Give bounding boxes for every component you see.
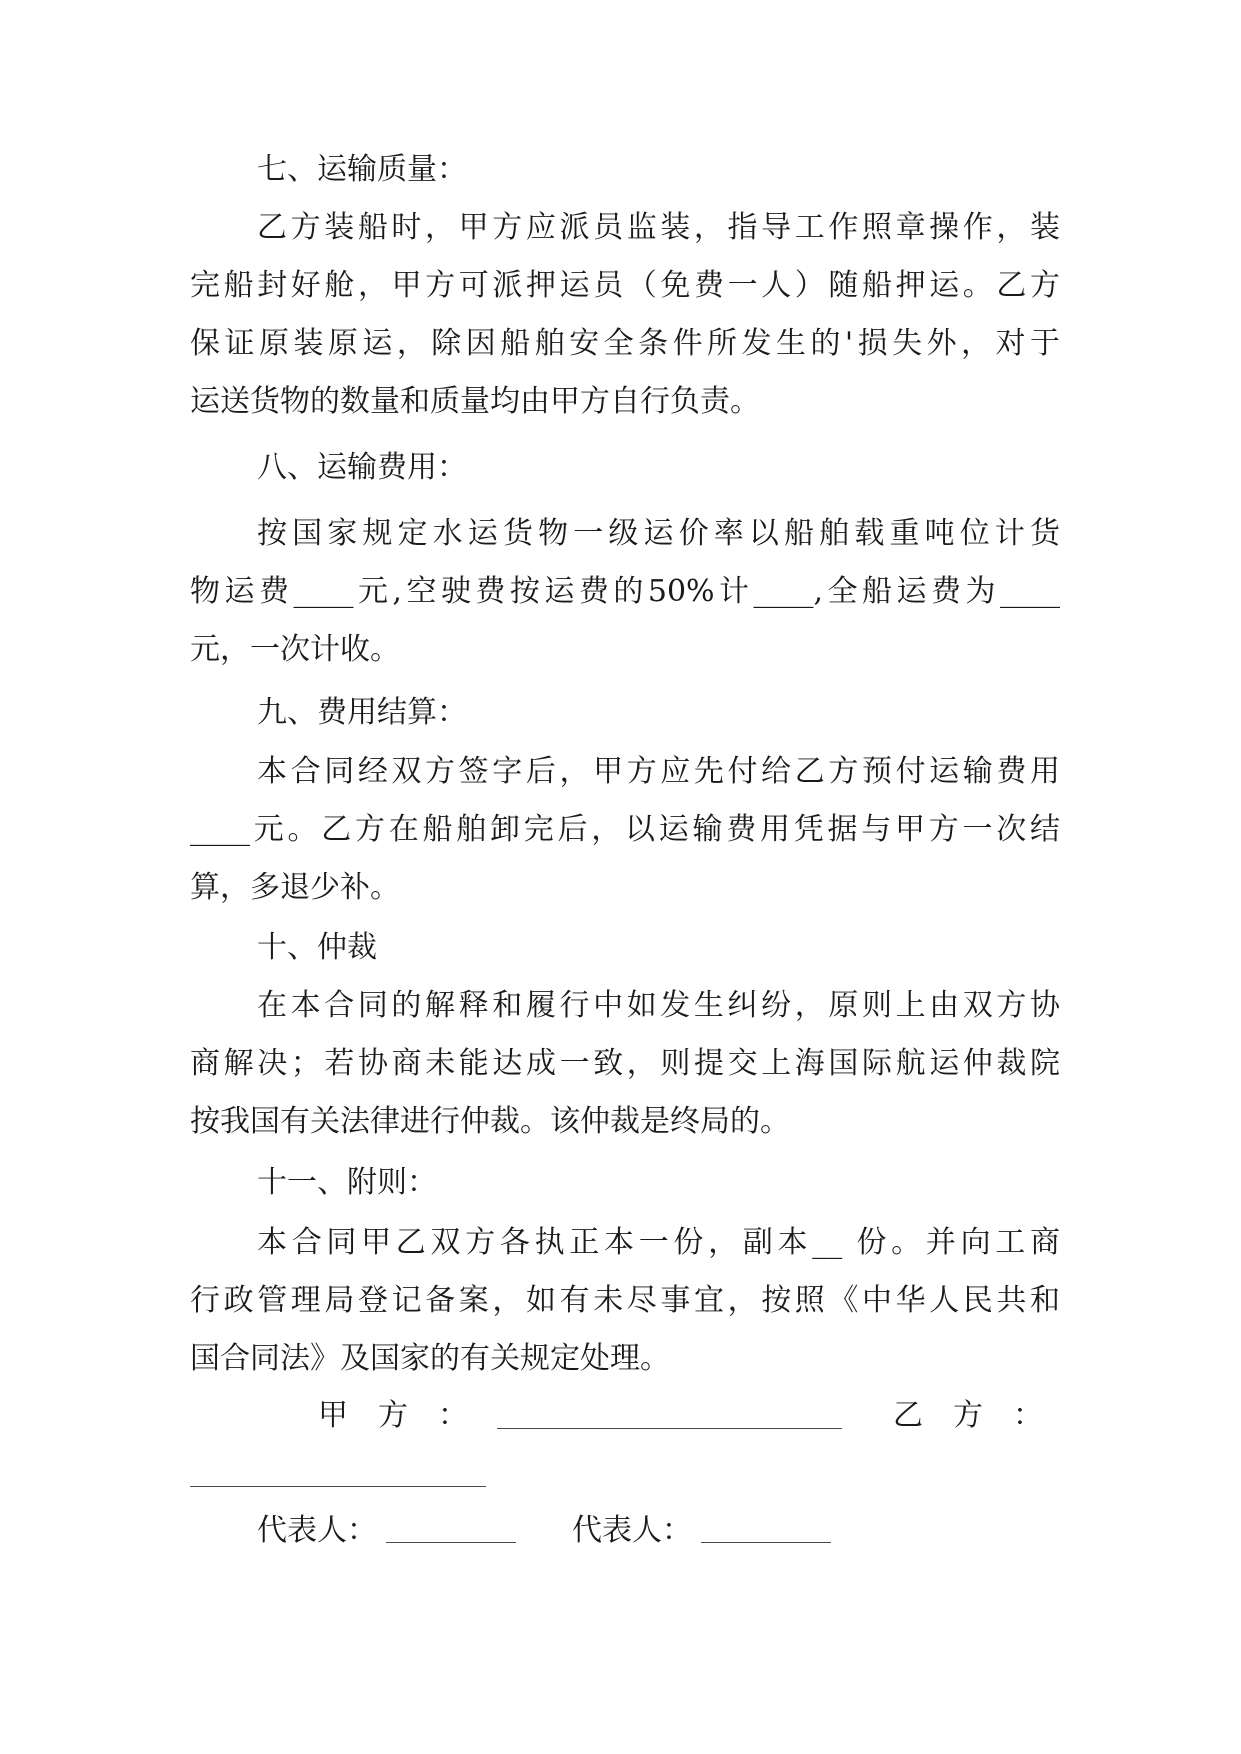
paragraph-line: 在本合同的解释和履行中如发生纠纷，原则上由双方协 — [257, 988, 1060, 1023]
paragraph-line: 保证原装原运，除因船舶安全条件所发生的'损失外，对于 — [190, 326, 1060, 361]
paragraph-line: ____元。乙方在船舶卸完后，以运输费用凭据与甲方一次结 — [190, 812, 1060, 847]
section-heading-supplementary: 十一、附则： — [257, 1165, 437, 1200]
paragraph-line: 运送货物的数量和质量均由甲方自行负责。 — [190, 384, 760, 419]
party-b-label: 乙 方 ： — [893, 1398, 1043, 1433]
paragraph-line: 本合同甲乙双方各执正本一份，副本__ 份。并向工商 — [257, 1225, 1060, 1260]
paragraph-line: 国合同法》及国家的有关规定处理。 — [190, 1341, 670, 1376]
paragraph-line: 按我国有关法律进行仲裁。该仲裁是终局的。 — [190, 1104, 790, 1139]
paragraph-line: 商解决；若协商未能达成一致，则提交上海国际航运仲裁院 — [190, 1046, 1060, 1081]
rep-a-label: 代表人： — [257, 1513, 377, 1548]
paragraph-line: 算，多退少补。 — [190, 870, 400, 905]
section-heading-fee-settlement: 九、费用结算： — [257, 695, 467, 730]
rep-b-label: 代表人： — [572, 1513, 692, 1548]
section-heading-arbitration: 十、仲裁 — [257, 930, 377, 965]
rep-b-signature-line[interactable] — [701, 1542, 831, 1543]
section-heading-transport-quality: 七、运输质量： — [257, 152, 467, 187]
party-a-signature-line[interactable] — [497, 1428, 842, 1429]
paragraph-line: 元，一次计收。 — [190, 632, 400, 667]
paragraph-line: 行政管理局登记备案，如有未尽事宜，按照《中华人民共和 — [190, 1283, 1060, 1318]
section-heading-transport-fee: 八、运输费用： — [257, 450, 467, 485]
paragraph-line: 乙方装船时，甲方应派员监装，指导工作照章操作，装 — [257, 210, 1060, 245]
paragraph-line: 物运费____元,空驶费按运费的50%计____,全船运费为____ — [190, 574, 1060, 609]
paragraph-line: 按国家规定水运货物一级运价率以船舶载重吨位计货 — [257, 516, 1060, 551]
paragraph-line: 本合同经双方签字后，甲方应先付给乙方预付运输费用 — [257, 754, 1060, 789]
party-b-signature-line[interactable] — [190, 1486, 486, 1487]
paragraph-line: 完船封好舱，甲方可派押运员（免费一人）随船押运。乙方 — [190, 268, 1060, 303]
party-a-label: 甲 方 ： — [318, 1398, 468, 1433]
rep-a-signature-line[interactable] — [386, 1542, 516, 1543]
